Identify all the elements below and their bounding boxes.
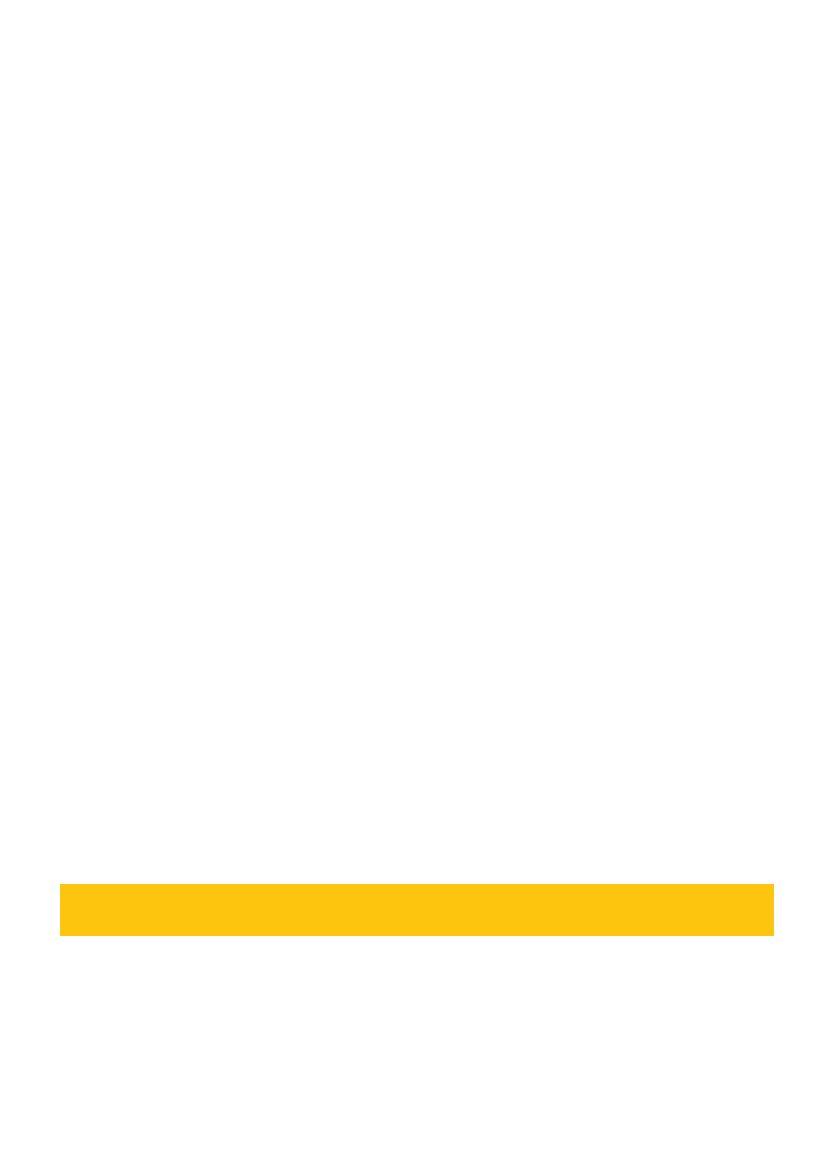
section3-heading: [60, 188, 69, 206]
cultural-corner-banner: [60, 884, 774, 936]
